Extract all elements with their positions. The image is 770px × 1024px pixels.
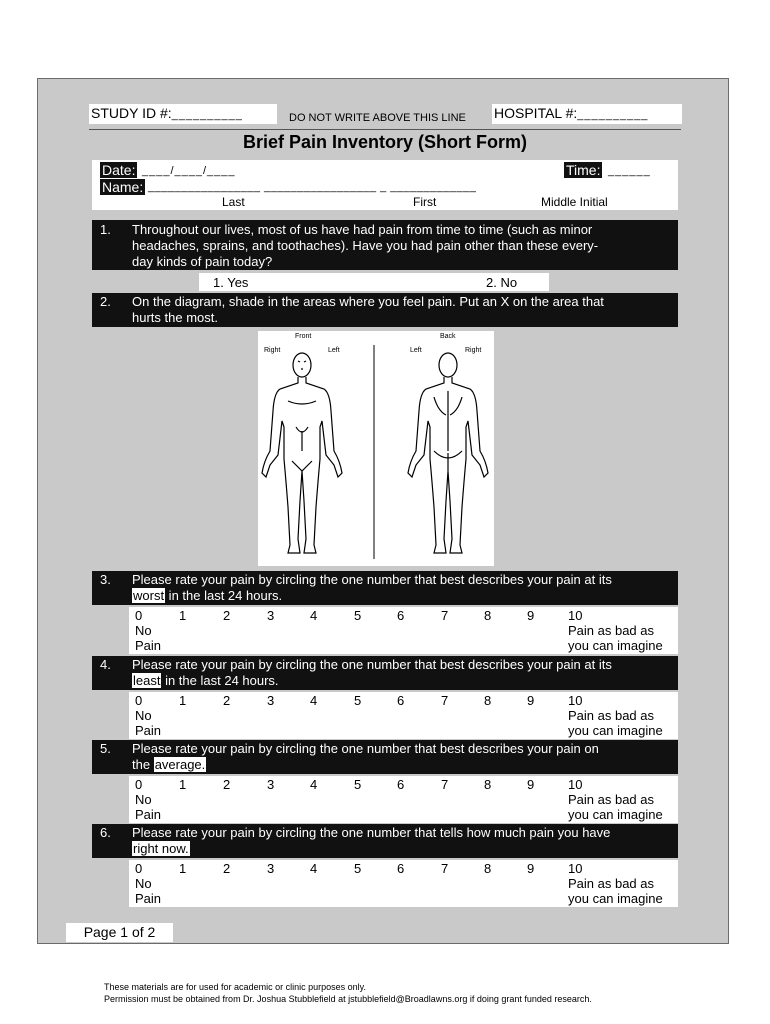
- question-1-line-3: day kinds of pain today?: [132, 254, 273, 269]
- question-3-number: 3.: [100, 572, 111, 587]
- question-5-line-2: [132, 757, 599, 773]
- question-2: [92, 293, 678, 327]
- footer: [104, 981, 592, 1005]
- name-label: Name:: [102, 179, 144, 195]
- scale-4-value-5[interactable]: 5: [354, 693, 362, 708]
- scale-4-high-label: [568, 708, 663, 738]
- question-6-number: 6.: [100, 825, 111, 840]
- scale-6-value-6[interactable]: 6: [397, 861, 405, 876]
- scale-5-low-l2: Pain: [135, 807, 162, 822]
- body-figures: [258, 331, 494, 566]
- question-3: [92, 571, 678, 605]
- scale-6-value-4[interactable]: 4: [310, 861, 318, 876]
- footer-line-2: Permission must be obtained from Dr. Joshua Stubblefield at jstubblefield@Broadlawns.org if doing grant funded research.: [104, 994, 592, 1004]
- scale-4-value-4[interactable]: 4: [310, 693, 318, 708]
- scale-3-value-2[interactable]: 2: [223, 608, 231, 623]
- scale-6-low-l2: Pain: [135, 891, 162, 906]
- question-5-line-1: Please rate your pain by circling the one number that best describes your pain on: [132, 741, 599, 756]
- question-4: [92, 656, 678, 690]
- scale-3[interactable]: [129, 607, 678, 654]
- question-5-number: 5.: [100, 741, 111, 756]
- name-field[interactable]: _________________ _________________ _ _____________: [148, 181, 477, 193]
- time-label: Time:: [566, 162, 601, 178]
- scale-3-value-8[interactable]: 8: [484, 608, 492, 623]
- study-id-field[interactable]: [89, 104, 277, 124]
- question-5-highlight: average.: [154, 757, 206, 772]
- question-1-text: [132, 222, 598, 270]
- hospital-label: HOSPITAL #:: [494, 105, 578, 121]
- scale-6-value-9[interactable]: 9: [527, 861, 535, 876]
- scale-4-high-l1: Pain as bad as: [568, 708, 655, 723]
- study-id-value: __________: [171, 109, 243, 121]
- scale-5[interactable]: [129, 776, 678, 823]
- question-6-highlight: right now.: [133, 841, 189, 856]
- back-left-label: Left: [410, 347, 422, 354]
- question-5-line-2-pre: the: [132, 757, 154, 772]
- scale-4-value-9[interactable]: 9: [527, 693, 535, 708]
- question-3-line-2: [132, 588, 612, 604]
- scale-4-high-l2: you can imagine: [568, 723, 663, 738]
- question-4-line-1: Please rate your pain by circling the one number that best describes your pain at its: [132, 657, 612, 672]
- question-3-line-2-rest: in the last 24 hours.: [165, 588, 283, 603]
- question-3-text: [132, 572, 612, 604]
- date-label: Date:: [102, 162, 136, 178]
- scale-3-low-l1: No: [135, 623, 152, 638]
- scale-4-value-0[interactable]: 0: [135, 693, 143, 708]
- question-4-line-2: [132, 673, 612, 689]
- do-not-write-notice: DO NOT WRITE ABOVE THIS LINE: [289, 112, 466, 124]
- question-6-text: [132, 825, 610, 857]
- scale-6-high-label: [568, 876, 663, 906]
- front-left-label: Left: [328, 347, 340, 354]
- scale-4[interactable]: [129, 692, 678, 739]
- question-4-line-2-rest: in the last 24 hours.: [161, 673, 279, 688]
- scale-5-high-l1: Pain as bad as: [568, 792, 655, 807]
- scale-3-value-7[interactable]: 7: [441, 608, 449, 623]
- scale-5-value-0[interactable]: 0: [135, 777, 143, 792]
- scale-4-value-6[interactable]: 6: [397, 693, 405, 708]
- option-no[interactable]: 2. No: [486, 275, 518, 290]
- option-yes[interactable]: 1. Yes: [213, 275, 249, 290]
- body-diagram[interactable]: [258, 331, 494, 566]
- scale-5-value-1[interactable]: 1: [179, 777, 187, 792]
- scale-5-low-l1: No: [135, 792, 152, 807]
- header-divider: [89, 129, 681, 130]
- scale-3-value-0[interactable]: 0: [135, 608, 143, 623]
- back-right-label: Right: [465, 347, 482, 354]
- front-right-label: Right: [264, 347, 281, 354]
- middle-initial-caption: Middle Initial: [541, 195, 608, 209]
- scale-5-high-label: [568, 792, 663, 822]
- footer-line-1: These materials are for used for academic or clinic purposes only.: [104, 982, 366, 992]
- front-figure: [262, 353, 342, 553]
- question-1-number: 1.: [100, 222, 111, 237]
- question-2-text: [132, 294, 604, 326]
- scale-3-low-l2: Pain: [135, 638, 162, 653]
- question-5: [92, 740, 678, 774]
- question-6: [92, 824, 678, 858]
- question-2-line-1: On the diagram, shade in the areas where you feel pain. Put an X on the area that: [132, 294, 604, 309]
- scale-5-value-6[interactable]: 6: [397, 777, 405, 792]
- hospital-field[interactable]: [492, 104, 682, 124]
- hospital-value: __________: [577, 109, 649, 121]
- question-1-line-2: headaches, sprains, and toothaches). Have you had pain other than these every-: [132, 238, 599, 253]
- scale-5-value-2[interactable]: 2: [223, 777, 231, 792]
- first-name-caption: First: [413, 195, 437, 209]
- scale-5-high-l2: you can imagine: [568, 807, 663, 822]
- scale-6-value-10[interactable]: 10: [568, 861, 583, 876]
- date-field[interactable]: ____/____/____: [142, 165, 236, 177]
- scale-6[interactable]: [129, 860, 678, 907]
- scale-5-low-label: [135, 792, 161, 822]
- question-3-line-1: Please rate your pain by circling the one number that best describes your pain at its: [132, 572, 612, 587]
- scale-3-low-label: [135, 623, 161, 653]
- study-id-label: STUDY ID #:: [91, 105, 172, 121]
- scale-5-value-9[interactable]: 9: [527, 777, 535, 792]
- scale-4-value-8[interactable]: 8: [484, 693, 492, 708]
- page-indicator: Page 1 of 2: [66, 923, 173, 942]
- scale-5-value-7[interactable]: 7: [441, 777, 449, 792]
- scale-3-value-3[interactable]: 3: [267, 608, 275, 623]
- scale-6-value-3[interactable]: 3: [267, 861, 275, 876]
- form-title: Brief Pain Inventory (Short Form): [242, 132, 528, 152]
- scale-3-value-1[interactable]: 1: [179, 608, 187, 623]
- patient-block: [92, 160, 678, 210]
- front-label: Front: [295, 333, 312, 340]
- scale-6-high-l1: Pain as bad as: [568, 876, 655, 891]
- scale-3-high-l2: you can imagine: [568, 638, 663, 653]
- question-5-text: [132, 741, 599, 773]
- question-6-line-2: [132, 841, 610, 857]
- scale-3-value-4[interactable]: 4: [310, 608, 318, 623]
- last-name-caption: Last: [222, 195, 245, 209]
- scale-6-value-0[interactable]: 0: [135, 861, 143, 876]
- question-1-line-1: Throughout our lives, most of us have had pain from time to time (such as minor: [132, 222, 593, 237]
- scale-6-value-1[interactable]: 1: [179, 861, 187, 876]
- scale-6-value-7[interactable]: 7: [441, 861, 449, 876]
- scale-4-low-l1: No: [135, 708, 152, 723]
- question-4-text: [132, 657, 612, 689]
- scale-3-value-10[interactable]: 10: [568, 608, 583, 623]
- scale-5-value-3[interactable]: 3: [267, 777, 275, 792]
- scale-6-high-l2: you can imagine: [568, 891, 663, 906]
- scale-3-high-label: [568, 623, 663, 653]
- scale-4-value-3[interactable]: 3: [267, 693, 275, 708]
- scale-4-value-2[interactable]: 2: [223, 693, 231, 708]
- scale-3-high-l1: Pain as bad as: [568, 623, 655, 638]
- scale-4-value-10[interactable]: 10: [568, 693, 583, 708]
- question-3-highlight: worst: [133, 588, 165, 603]
- scale-6-value-2[interactable]: 2: [223, 861, 231, 876]
- scale-4-low-l2: Pain: [135, 723, 162, 738]
- question-2-number: 2.: [100, 294, 111, 309]
- scale-5-value-10[interactable]: 10: [568, 777, 583, 792]
- scale-4-low-label: [135, 708, 161, 738]
- question-6-line-1: Please rate your pain by circling the one number that tells how much pain you have: [132, 825, 611, 840]
- scale-3-value-6[interactable]: 6: [397, 608, 405, 623]
- back-figure: [408, 353, 488, 553]
- scale-5-value-5[interactable]: 5: [354, 777, 362, 792]
- question-4-highlight: least: [133, 673, 161, 688]
- back-label: Back: [440, 333, 456, 340]
- scale-6-value-5[interactable]: 5: [354, 861, 362, 876]
- question-1-options: [199, 273, 549, 291]
- scale-3-value-5[interactable]: 5: [354, 608, 362, 623]
- scale-6-value-8[interactable]: 8: [484, 861, 492, 876]
- scale-4-value-7[interactable]: 7: [441, 693, 449, 708]
- scale-5-value-4[interactable]: 4: [310, 777, 318, 792]
- question-2-line-2: hurts the most.: [132, 310, 218, 325]
- scale-6-low-label: [135, 876, 161, 906]
- scale-4-value-1[interactable]: 1: [179, 693, 187, 708]
- scale-6-low-l1: No: [135, 876, 152, 891]
- question-4-number: 4.: [100, 657, 111, 672]
- time-field[interactable]: ______: [608, 165, 651, 177]
- scale-5-value-8[interactable]: 8: [484, 777, 492, 792]
- scale-3-value-9[interactable]: 9: [527, 608, 535, 623]
- question-1: [92, 220, 678, 270]
